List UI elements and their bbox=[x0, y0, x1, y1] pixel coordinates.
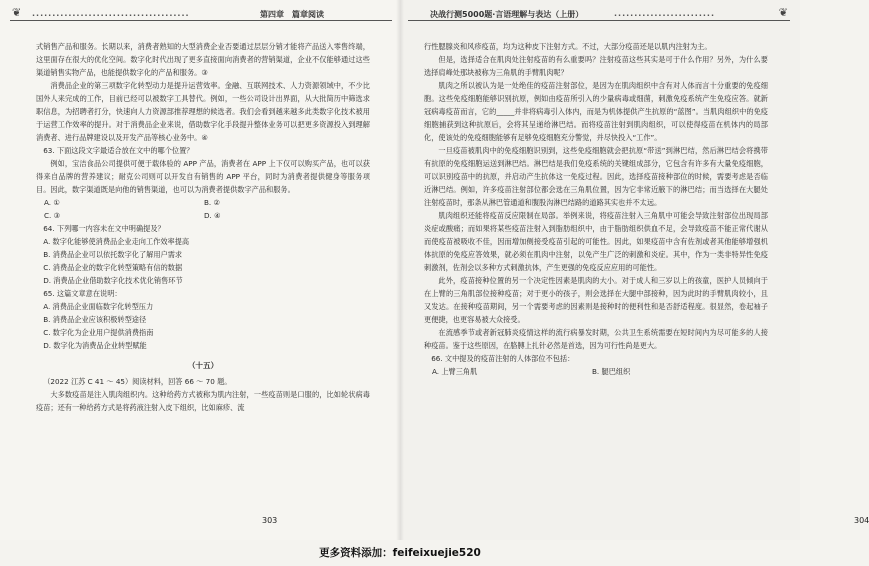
paragraph: 式销售产品和服务。长期以来，消费者熟知的大型消费企业否要通过层层分销才能将产品送入零售终端，这里面存在很大的优化空间。数字化时代出现了更多直接面向消费者的营销渠道，企业不仅能够通过这些渠道销售实物产品，也能提供数字化的产品和服务。③ bbox=[36, 42, 370, 77]
paragraph: 在流感季节或者新冠肺炎疫情这样的流行病暴发时期，公共卫生系统需要在短时间内为尽可能多的人接种疫苗。鉴于这些原因，在胳膊上扎针必然是首选，因为可行性尚是更大。 bbox=[424, 328, 768, 350]
option-d: D. ④ bbox=[204, 211, 221, 220]
question-64: 64. 下列哪一内容未在文中明确提及？ bbox=[43, 224, 165, 233]
right-page-header bbox=[408, 8, 790, 22]
question-66: 66. 文中提及的疫苗注射的人体部位不包括： bbox=[431, 354, 575, 363]
option-b: B. 腿巴组织 bbox=[592, 367, 631, 376]
question-63: 63. 下面这段文字最适合放在文中的哪个位置？ bbox=[43, 146, 194, 155]
option-b: B. 消费品企业可以依托数字化了解用户需求 bbox=[43, 250, 183, 259]
book-title: 决战行测5000题·言语理解与表达（上册） bbox=[430, 10, 584, 19]
paragraph: 肌肉组织还能将疫苗反应限制在局部。举例来说，将疫苗注射入三角肌中可能会导致注射部位出现局部炎症或酸痛；而如果将某些疫苗注射入到脂肪组织中，由于脂肪组织供血不足，会导致疫苗不能正常代谢从而使疫苗被吸收不佳，因而增加侧接受疫苗引起的可能性。因此，如果疫苗中含有佐剂或者其他能够增强机体抗原的免疫应答效果，就必须在肌肉中注射，以免产生广泛的刺激和炎症。其中，作为一类非特异性免疫刺激剂，佐剂会以多种方式刺激抗体，产生更强的免疫反应应用的可能性。 bbox=[424, 211, 768, 272]
question-63-options-row-1 bbox=[36, 196, 370, 209]
header-rule bbox=[10, 20, 392, 21]
chapter-title: 第四章 篇章阅读 bbox=[260, 10, 324, 19]
option-c: C. 消费品企业的数字化转型策略有信的数据 bbox=[43, 263, 183, 272]
section-title: （十五） bbox=[187, 361, 219, 370]
header-dots: ······································· bbox=[32, 11, 190, 20]
header-dots: ························· bbox=[614, 11, 715, 20]
paragraph: 但是，选择适合在肌肉处注射疫苗的有么重要吗？注射疫苗这些其实是可于什么作用？另外，为什么要选择肩峰处那块被称为三角肌的手臂肌肉呢？ bbox=[424, 55, 768, 77]
question-63-passage: 例如，宝洁食品公司提供可便于载体验的 APP 产品，消费者在 APP 上下仅可以购买产品，也可以获得来自品牌的营养建议；耐克公司则可以开发自有销售的 APP 平台，同时为消费者提供健身等服务项目。因此，数字渠道既是向他的销售渠道，也可以为消费者提供数字产品和服务。 bbox=[36, 159, 370, 194]
header-rule bbox=[408, 20, 790, 21]
paragraph: 行性腮腺炎和风疹疫苗，均为这种皮下注射方式。不过，大部分疫苗还是以肌内注射为主。 bbox=[424, 42, 712, 51]
option-d: D. 消费品企业借助数字化技术优化销售环节 bbox=[43, 276, 183, 285]
page-number: 304 bbox=[854, 516, 869, 525]
paragraph: 一旦疫苗被肌肉中的免疫细胞识别到，这些免疫细胞就会把抗原“带送”到淋巴结，然后淋巴结会将携带有抗原的免疫细胞运送到淋巴结。淋巴结是我们免疫系统的关键组成部分，它包含有许多有大量免疫细胞，可以识别疫苗中的抗原，并启动产生抗体这一免疫过程。因此，选择疫苗接种部位的时候，需要考虑是否临近淋巴结。例如，许多疫苗注射部位都会选在三角肌位置，因为它非常近腋下的淋巴结；而当选择在大腿处注射疫苗时，那条从淋巴管通道和腹股沟淋巴结路的道路其实也并不太远。 bbox=[424, 146, 768, 207]
left-page bbox=[0, 0, 400, 540]
question-63-options-row-2 bbox=[36, 209, 370, 222]
option-a: A. 消费品企业面临数字化转型压力 bbox=[43, 302, 154, 311]
right-page-body bbox=[424, 40, 768, 378]
book-gutter bbox=[396, 0, 404, 540]
question-66-options-row bbox=[424, 365, 768, 378]
option-d: D. 数字化为消费品企业转型赋能 bbox=[43, 341, 147, 350]
paragraph: 肌肉之所以被认为是一处绝佳的疫苗注射部位，是因为在肌肉组织中含有对人体而言十分重要的免疫细胞。这些免疫细胞能够识别抗原，例如由疫苗所引入的少量病毒或细菌，刺激免疫系统产生免疫应答。就新冠病毒疫苗而言，它的_____并非将病毒引入体内，而是为机体提供产生抗原的“蓝图”。当肌肉组织中的免疫细胞捕获到这种抗原后，会将其呈递给淋巴结。而将疫苗注射到肌肉组织，可以使得疫苗在机体内的局部化，使该处的免疫细胞能够有足够免疫细胞充分警觉，并尽快投入“工作”。 bbox=[424, 81, 768, 142]
right-page bbox=[400, 0, 869, 540]
paragraph: 消费品企业的第三项数字化转型动力是提升运营效率。金融、互联网技术、人力资源领域中，不少比国外人来完成的工作，目前已经可以被数字工具替代。例如，一些公司设计出界面，从大批简历中筛选求职信息，为招聘者打分，快速向人力资源部推荐理想的候选者。我们会看到越来越多此类数字化技术被用于运营工作效率的提升。对于消费品企业来说，借助数字化手段提升整体业务可以把更多资源投入到理解消费者、进行品牌建设以及开发产品等核心业务中。④ bbox=[36, 81, 370, 142]
ornament-icon: ❦ bbox=[12, 6, 22, 19]
ornament-icon: ❦ bbox=[778, 6, 788, 19]
option-c: C. 数字化为企业用户提供消费指南 bbox=[43, 328, 154, 337]
paragraph: 此外，疫苗接种位置的另一个决定性因素是肌肉的大小。对于成人和三岁以上的孩童，医护人员倾向于在上臂的三角肌部位接种疫苗；对于更小的孩子，则会选择在大腿中部接种，因为此时的手臂肌肉较小，且又发达。在接种疫苗期间，另一个需要考虑的因素则是接种时的便利性和是否舒适程度。很显然，卷起袖子更便捷，也更容易被大众接受。 bbox=[424, 276, 768, 324]
option-a: A. 上臂三角肌 bbox=[432, 367, 478, 376]
page-number: 303 bbox=[262, 516, 278, 525]
option-b: B. 消费品企业应该积极转型途径 bbox=[43, 315, 147, 324]
option-b: B. ② bbox=[204, 198, 220, 207]
paragraph: 大多数疫苗是注入肌肉组织内。这种给药方式被称为肌内注射，一些疫苗则是口服的，比如轮状病毒疫苗；还有一种给药方式是将药液注射入皮下组织，比如麻疹、流 bbox=[36, 390, 370, 412]
question-65: 65. 这篇文章意在说明： bbox=[43, 289, 122, 298]
left-page-body bbox=[36, 40, 370, 414]
left-page-header bbox=[10, 8, 392, 22]
option-a: A. 数字化能够使消费品企业走向工作效率提高 bbox=[43, 237, 190, 246]
footer-note: 更多资料添加：feifeixuejie520 bbox=[319, 547, 481, 559]
section-intro: （2022 江苏 C 41 ～ 45）阅读材料，回答 66 ～ 70 题。 bbox=[43, 377, 232, 386]
option-a: A. ① bbox=[44, 198, 60, 207]
option-c: C. ③ bbox=[44, 211, 61, 220]
